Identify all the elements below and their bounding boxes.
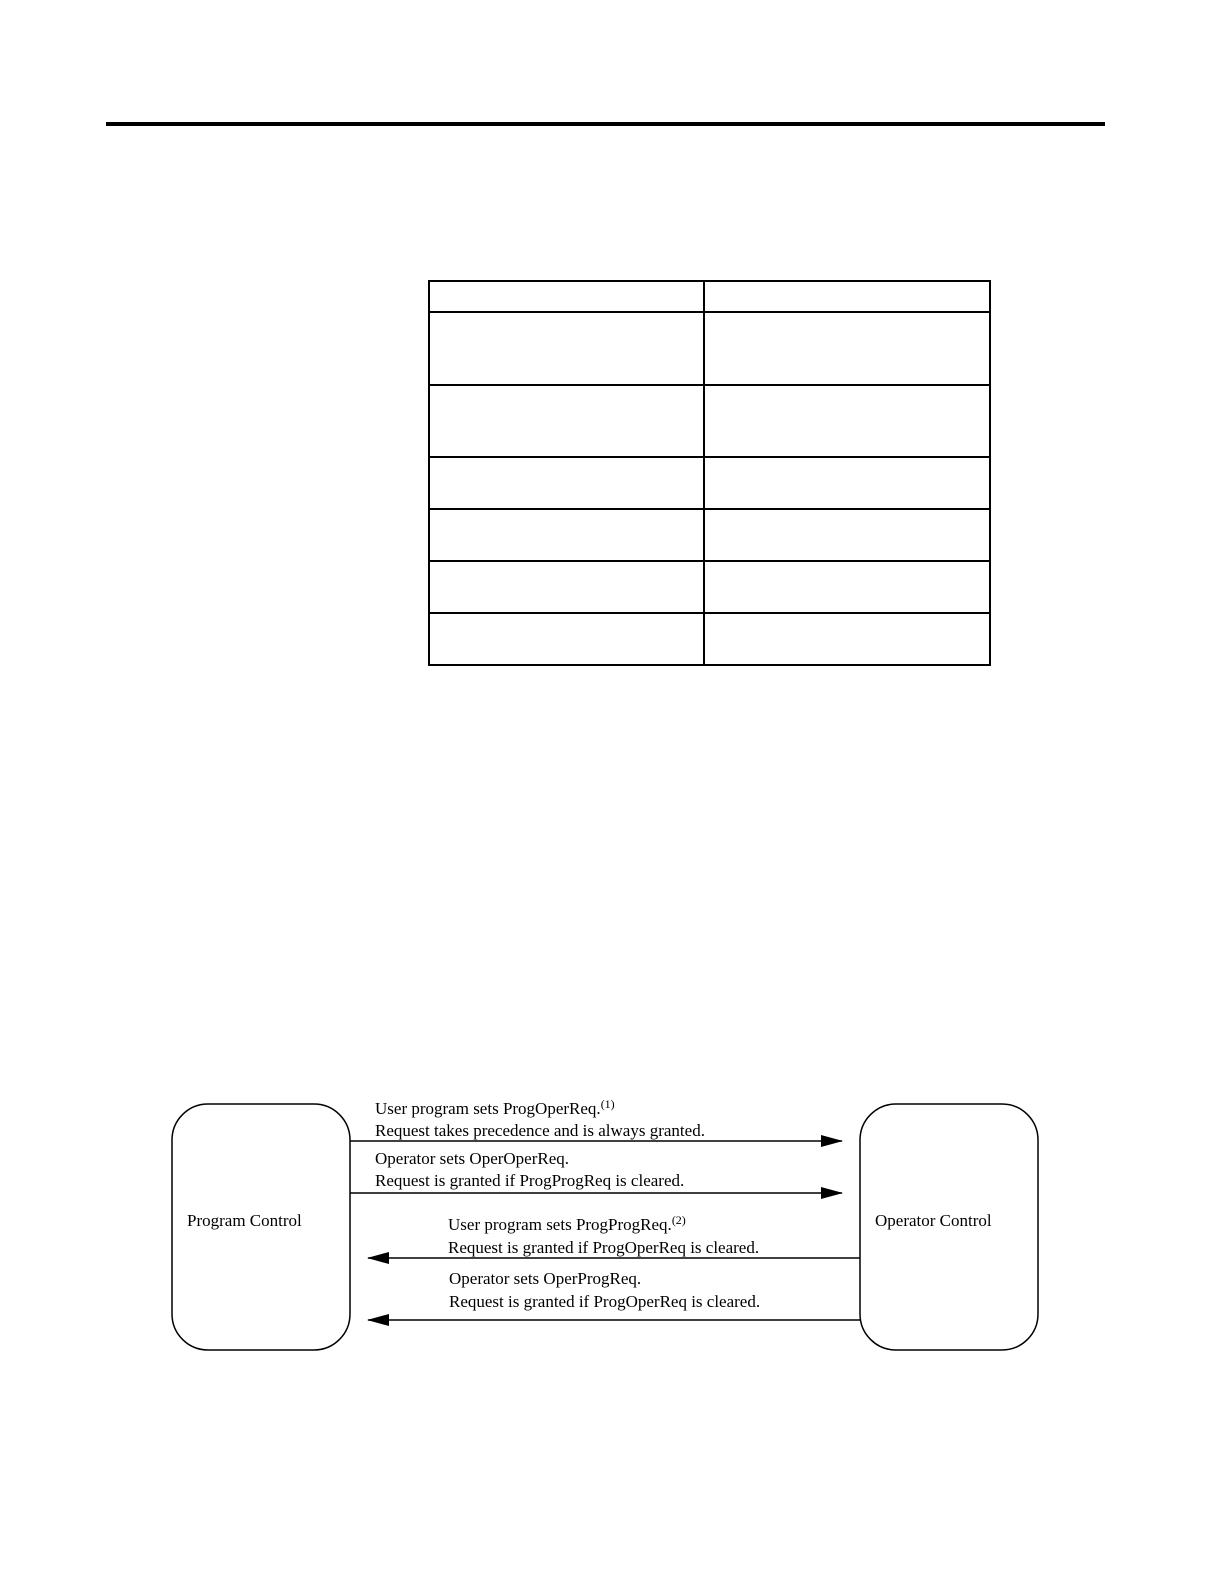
transition-3-text: User program sets ProgProgReq.	[448, 1215, 672, 1234]
transition-2-line1: Operator sets OperOperReq.	[375, 1149, 570, 1168]
transition-1-line1	[375, 1097, 615, 1118]
transition-1-text: User program sets ProgOperReq.	[375, 1099, 601, 1118]
transition-3-line1	[448, 1213, 686, 1234]
transition-3-footnote: (2)	[671, 1213, 686, 1227]
program-control-label: Program Control	[187, 1211, 302, 1230]
transition-4-line2: Request is granted if ProgOperReq is cleared.	[449, 1292, 761, 1311]
transition-3-line2: Request is granted if ProgOperReq is cleared.	[448, 1238, 760, 1257]
operator-control-label: Operator Control	[875, 1211, 992, 1230]
transition-4-line1: Operator sets OperProgReq.	[449, 1269, 642, 1288]
transition-2-line2: Request is granted if ProgProgReq is cleared.	[375, 1171, 685, 1190]
transition-1-footnote: (1)	[600, 1097, 615, 1111]
transition-1-line2: Request takes precedence and is always granted.	[375, 1121, 705, 1140]
